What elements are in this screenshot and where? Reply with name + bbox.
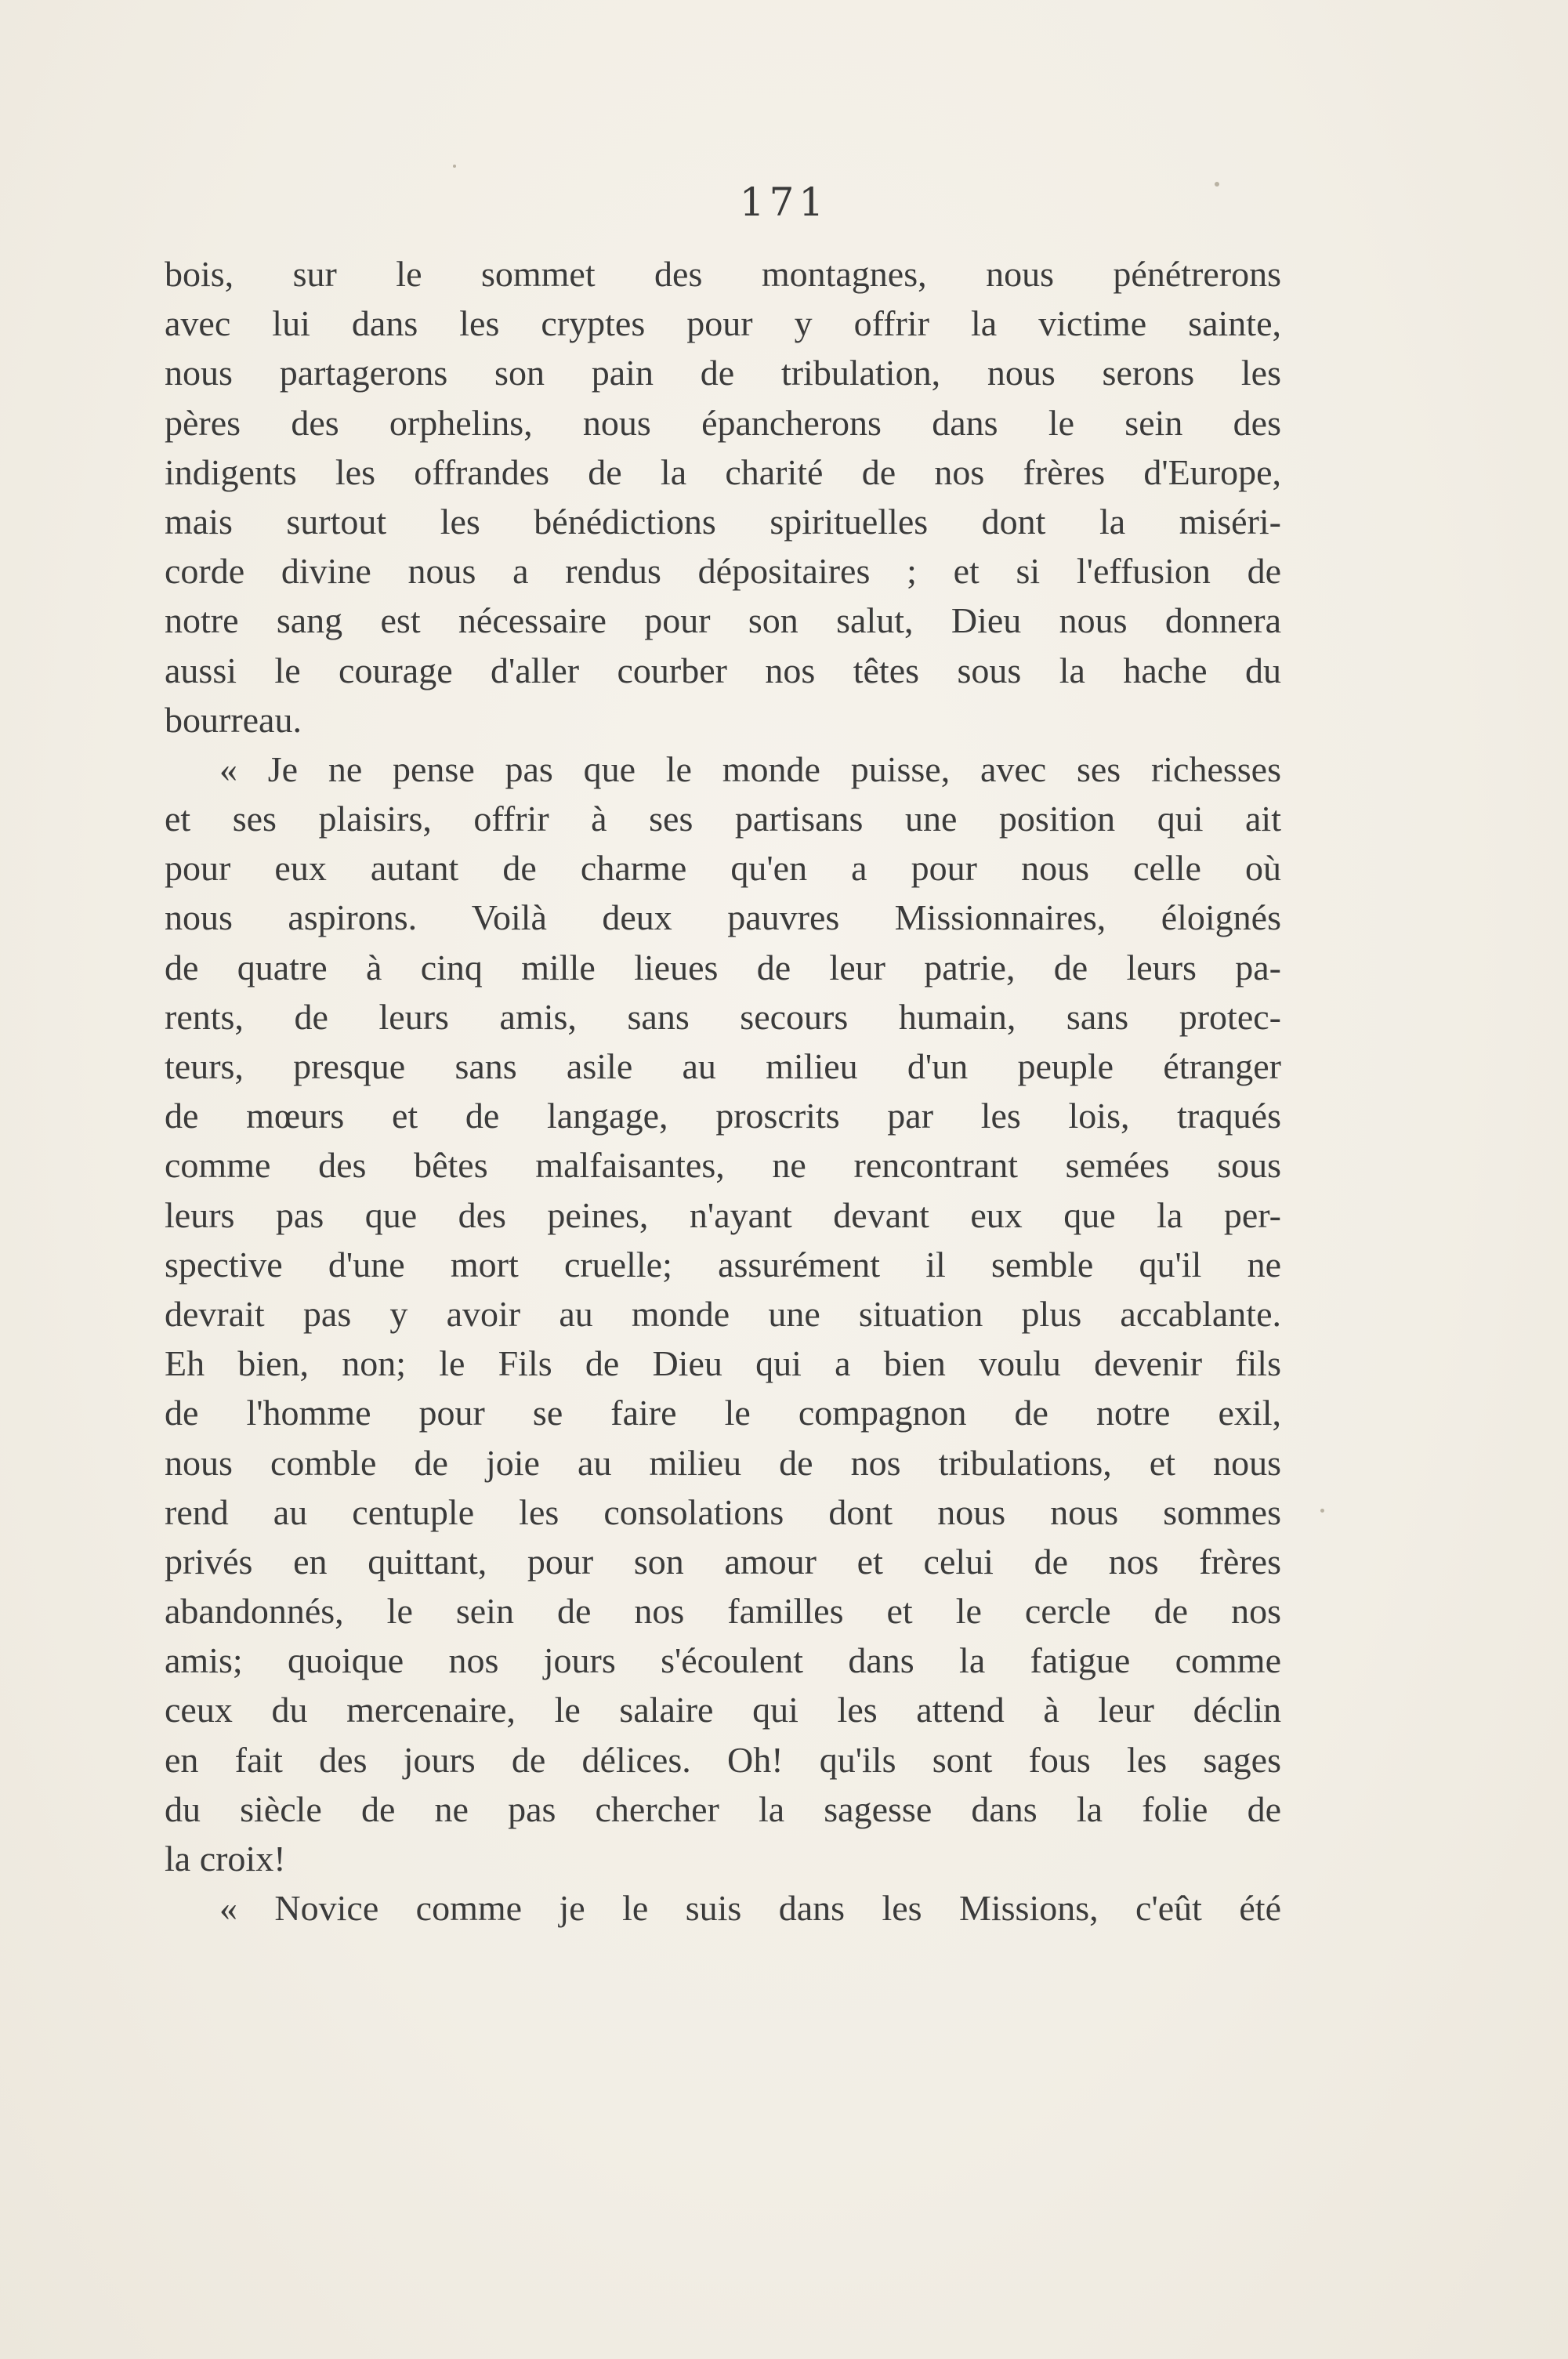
page-number: 171 [739,179,829,225]
text-line: avec lui dans les cryptes pour y offrir la victime sainte, [165,303,1281,344]
text-line: « Novice comme je le suis dans les Missions, c'eût été [219,1888,1281,1929]
paper-speck [1215,182,1219,187]
text-line: de l'homme pour se faire le compagnon de notre exil, [165,1393,1281,1433]
text-line: Eh bien, non; le Fils de Dieu qui a bien voulu devenir fils [165,1343,1281,1384]
body-text [165,249,1281,1933]
text-line: en fait des jours de délices. Oh! qu'ils sont fous les sages [165,1739,1281,1780]
text-line: mais surtout les bénédictions spirituelles dont la miséri- [165,501,1281,542]
text-line: teurs, presque sans asile au milieu d'un peuple étranger [165,1046,1281,1086]
text-line: ceux du mercenaire, le salaire qui les attend à leur déclin [165,1690,1281,1730]
text-line: nous partagerons son pain de tribulation, nous serons les [165,353,1281,393]
text-line: et ses plaisirs, offrir à ses partisans une position qui ait [165,799,1281,839]
text-line: comme des bêtes malfaisantes, ne rencontrant semées sous [165,1145,1281,1186]
text-line: « Je ne pense pas que le monde puisse, avec ses richesses [219,748,1281,789]
text-line: rend au centuple les consolations dont nous nous sommes [165,1491,1281,1532]
paper-speck [453,165,456,168]
text-line: notre sang est nécessaire pour son salut, Dieu nous donnera [165,600,1281,641]
text-line: leurs pas que des peines, n'ayant devant eux que la per- [165,1194,1281,1235]
text-line: nous aspirons. Voilà deux pauvres Missionnaires, éloignés [165,897,1281,938]
text-line: la croix! [165,1839,286,1879]
text-line: de quatre à cinq mille lieues de leur patrie, de leurs pa- [165,947,1281,987]
text-line: indigents les offrandes de la charité de nos frères d'Europe, [165,451,1281,492]
text-line: rents, de leurs amis, sans secours humain, sans protec- [165,996,1281,1037]
text-line: abandonnés, le sein de nos familles et le cercle de nos [165,1591,1281,1632]
text-line: pour eux autant de charme qu'en a pour nous celle où [165,848,1281,889]
text-line: amis; quoique nos jours s'écoulent dans la fatigue comme [165,1640,1281,1681]
text-line: pères des orphelins, nous épancherons dans le sein des [165,402,1281,443]
text-line: aussi le courage d'aller courber nos têtes sous la hache du [165,650,1281,690]
text-line: nous comble de joie au milieu de nos tribulations, et nous [165,1442,1281,1483]
text-line: devrait pas y avoir au monde une situation plus accablante. [165,1293,1281,1334]
text-line: du siècle de ne pas chercher la sagesse dans la folie de [165,1788,1281,1829]
text-line: bois, sur le sommet des montagnes, nous pénétrerons [165,254,1281,294]
text-line: privés en quittant, pour son amour et celui de nos frères [165,1541,1281,1582]
text-line: de mœurs et de langage, proscrits par les lois, traqués [165,1096,1281,1136]
text-line: bourreau. [165,699,302,740]
paper-speck [1320,1509,1324,1513]
text-line: spective d'une mort cruelle; assurément il semble qu'il ne [165,1244,1281,1285]
text-line: corde divine nous a rendus dépositaires ; et si l'effusion de [165,551,1281,592]
